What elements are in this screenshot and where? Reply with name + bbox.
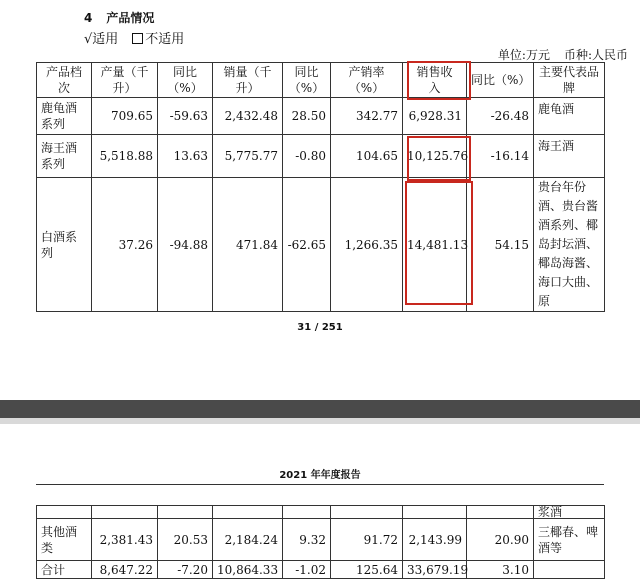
- value-cell: 2,381.43: [92, 519, 158, 561]
- value-cell: 342.77: [331, 98, 403, 135]
- value-cell: 54.15: [467, 178, 534, 312]
- value-cell: -1.02: [283, 561, 331, 579]
- value-cell: 3.10: [467, 561, 534, 579]
- value-cell: 28.50: [283, 98, 331, 135]
- value-cell: 9.32: [283, 519, 331, 561]
- product-table: [36, 62, 605, 312]
- brand-cell: 浆酒: [534, 506, 605, 519]
- unit-currency-note: [498, 46, 628, 63]
- value-cell: 1,266.35: [331, 178, 403, 312]
- value-cell: 709.65: [92, 98, 158, 135]
- value-cell: -26.48: [467, 98, 534, 135]
- value-cell: -7.20: [158, 561, 213, 579]
- header-cell: 主要代表品牌: [534, 63, 605, 98]
- table-row: [37, 135, 605, 178]
- applicable-option: √适用: [84, 32, 119, 47]
- value-cell: 10,125.76: [403, 135, 467, 178]
- table-row: [37, 98, 605, 135]
- brand-cell: 三椰春、啤酒等: [534, 519, 605, 561]
- page-separator: [0, 400, 640, 418]
- value-cell: 14,481.13: [403, 178, 467, 312]
- value-cell: 33,679.19: [403, 561, 467, 579]
- value-cell: [213, 506, 283, 519]
- value-cell: 13.63: [158, 135, 213, 178]
- table-row: [37, 506, 605, 519]
- highlight-box-haiwang: [407, 136, 471, 181]
- table-row: [37, 519, 605, 561]
- value-cell: [283, 506, 331, 519]
- currency-label: 币种:人民币: [563, 48, 628, 62]
- report-title: 2021 年年度报告: [279, 470, 361, 481]
- value-cell: 8,647.22: [92, 561, 158, 579]
- applicability-options: [84, 28, 184, 47]
- value-cell: 20.90: [467, 519, 534, 561]
- value-cell: -59.63: [158, 98, 213, 135]
- category-cell: [37, 506, 92, 519]
- header-cell: 同比（%）: [467, 63, 534, 98]
- value-cell: 20.53: [158, 519, 213, 561]
- unit-label: 单位:万元: [497, 48, 550, 62]
- value-cell: 37.26: [92, 178, 158, 312]
- category-cell: 鹿龟酒系列: [37, 98, 92, 135]
- category-cell: 其他酒类: [37, 519, 92, 561]
- highlight-box-header: [407, 61, 471, 100]
- header-cell: 同比（%）: [158, 63, 213, 98]
- not-applicable-option: 不适用: [145, 32, 185, 47]
- header-cell: 销售收入: [403, 63, 467, 98]
- value-cell: 10,864.33: [213, 561, 283, 579]
- highlight-box-baijiu: [405, 181, 473, 305]
- value-cell: [331, 506, 403, 519]
- page-edge-shadow: [0, 418, 640, 424]
- value-cell: 2,143.99: [403, 519, 467, 561]
- category-cell: 白酒系列: [37, 178, 92, 312]
- table-row: [37, 178, 605, 312]
- value-cell: 2,432.48: [213, 98, 283, 135]
- section-heading: [84, 9, 154, 26]
- value-cell: 471.84: [213, 178, 283, 312]
- value-cell: [403, 506, 467, 519]
- value-cell: 2,184.24: [213, 519, 283, 561]
- header-cell: 产品档次: [37, 63, 92, 98]
- brand-cell: 贵台年份酒、贵台酱酒系列、椰岛封坛酒、椰岛海酱、海口大曲、原: [534, 178, 605, 312]
- table-row: [37, 561, 605, 579]
- section-title-text: 产品情况: [106, 11, 155, 25]
- product-table-continued: [36, 505, 605, 579]
- section-number: 4: [84, 11, 93, 25]
- brand-cell: 鹿龟酒: [534, 98, 605, 135]
- value-cell: -62.65: [283, 178, 331, 312]
- value-cell: [467, 506, 534, 519]
- value-cell: 5,518.88: [92, 135, 158, 178]
- value-cell: -94.88: [158, 178, 213, 312]
- brand-cell: [534, 561, 605, 579]
- value-cell: [92, 506, 158, 519]
- category-cell: 合计: [37, 561, 92, 579]
- value-cell: 5,775.77: [213, 135, 283, 178]
- header-cell: 产量（千升）: [92, 63, 158, 98]
- header-cell: 销量（千升）: [213, 63, 283, 98]
- value-cell: 104.65: [331, 135, 403, 178]
- value-cell: -16.14: [467, 135, 534, 178]
- brand-cell: 海王酒: [534, 135, 605, 178]
- empty-checkbox-icon: [132, 33, 143, 44]
- value-cell: 91.72: [331, 519, 403, 561]
- header-cell: 同比（%）: [283, 63, 331, 98]
- category-cell: 海王酒系列: [37, 135, 92, 178]
- value-cell: 125.64: [331, 561, 403, 579]
- header-cell: 产销率（%）: [331, 63, 403, 98]
- value-cell: [158, 506, 213, 519]
- page-number: 31 / 251: [297, 322, 343, 333]
- table-header-row: [37, 63, 605, 98]
- value-cell: 6,928.31: [403, 98, 467, 135]
- value-cell: -0.80: [283, 135, 331, 178]
- header-rule: [36, 484, 604, 485]
